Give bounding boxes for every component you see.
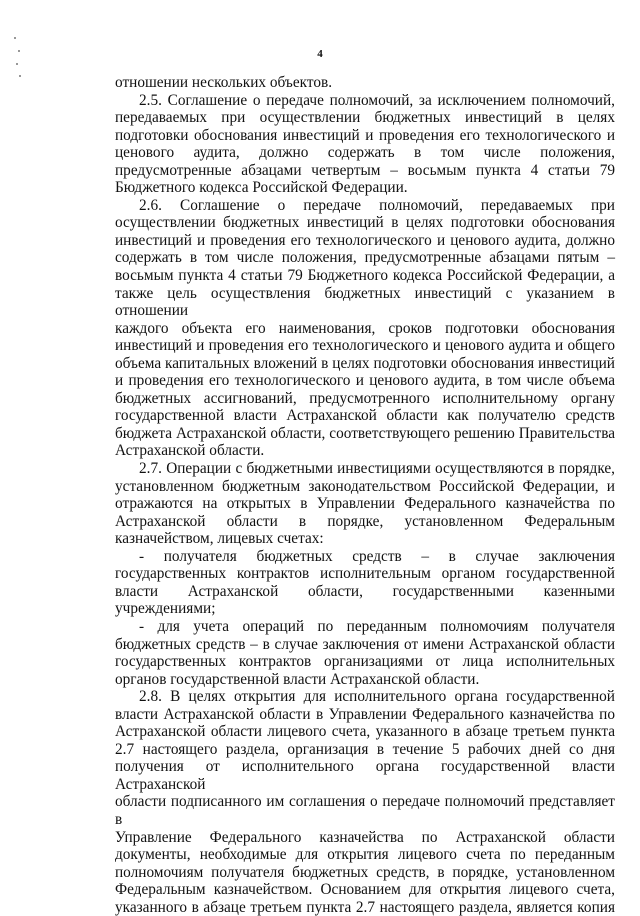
text-line: Федеральным казначейством. Основанием для открытия лицевого счета, [115, 881, 615, 899]
text-line: инвестиций и проведения его технологического и ценового аудита и общего [115, 337, 615, 355]
text-line: бюджета Астраханской области, соответствующего решению Правительства [115, 424, 615, 442]
text-line: Управление Федерального казначейства по Астраханской области [115, 828, 615, 846]
text-line: содержать в том числе положения, предусмотренные абзацами пятым – [115, 249, 615, 267]
text-line: 2.5. Соглашение о передаче полномочий, за исключением полномочий, [139, 91, 615, 109]
text-line: отражаются на открытых в Управлении Федерального казначейства по [115, 495, 615, 513]
text-line: инвестиций и проведения его технологического и ценового аудита, должно [115, 231, 615, 249]
text-line: власти Астраханской области, государственными казенными учреждениями; [115, 582, 615, 618]
text-line: передаваемых при осуществлении бюджетных инвестиций в целях [115, 109, 615, 127]
text-line: Астраханской области. [115, 442, 265, 460]
page-number: 4 [317, 48, 323, 60]
text-line: 2.8. В целях открытия для исполнительного органа государственной [139, 688, 615, 706]
text-line: 2.7 настоящего раздела, организация в течение 5 рабочих дней со дня [115, 740, 615, 758]
text-line: Бюджетного кодекса Российской Федерации. [115, 179, 408, 197]
text-line: - для учета операций по переданным полномочиям получателя [139, 617, 615, 635]
text-line: подготовки обоснования инвестиций и проведения его технологического и [115, 126, 615, 144]
document-body [115, 74, 615, 916]
text-line: ценового аудита, должно содержать в том числе положения, [115, 144, 615, 162]
text-line: объема капитальных вложений в целях подготовки обоснования инвестиций [115, 354, 615, 372]
text-line: Астраханской области в порядке, установленном Федеральным [115, 512, 615, 530]
text-line: осуществлении бюджетных инвестиций в целях подготовки обоснования [115, 214, 615, 232]
text-line: указанного в абзаце третьем пункта 2.7 настоящего раздела, является копия [115, 898, 615, 916]
text-line: государственной власти Астраханской области как получателю средств [115, 407, 615, 425]
text-line: установленном бюджетным законодательством Российской Федерации, и [115, 477, 615, 495]
text-line: предусмотренные абзацами четвертым – восьмым пункта 4 статьи 79 [115, 161, 615, 179]
text-line: казначейством, лицевых счетах: [115, 530, 324, 548]
text-line: государственных контрактов организациями от лица исполнительных [115, 653, 615, 671]
text-line: бюджетных средств – в случае заключения от имени Астраханской области [115, 635, 615, 653]
text-line: области подписанного им соглашения о передаче полномочий представляет в [115, 793, 615, 828]
text-line: каждого объекта его наименования, сроков подготовки обоснования [115, 319, 615, 337]
text-line: органов государственной власти Астраханской области. [115, 670, 480, 688]
text-line: документы, необходимые для открытия лицевого счета по переданным [115, 846, 615, 864]
text-line: власти Астраханской области в Управлении Федерального казначейства по [115, 705, 615, 723]
text-line: бюджетных ассигнований, предусмотренного исполнительному органу [115, 389, 615, 407]
text-line: - получателя бюджетных средств – в случае заключения [139, 547, 615, 565]
text-line: государственных контрактов исполнительным органом государственной [115, 565, 615, 583]
text-line: Астраханской области лицевого счета, указанного в абзаце третьем пункта [115, 723, 615, 741]
text-line: полномочиям получателя бюджетных средств, в порядке, установленном [115, 863, 615, 881]
text-line: 2.6. Соглашение о передаче полномочий, передаваемых при [139, 196, 615, 214]
text-line: также цель осуществления бюджетных инвестиций с указанием в отношении [115, 284, 615, 320]
text-line: получения от исполнительного органа государственной власти Астраханской [115, 758, 615, 793]
text-line: и проведения его технологического и ценового аудита, в том числе объема [115, 372, 615, 390]
text-line: отношении нескольких объектов. [115, 74, 333, 91]
text-line: 2.7. Операции с бюджетными инвестициями осуществляются в порядке, [139, 460, 615, 478]
text-line: восьмым пункта 4 статьи 79 Бюджетного кодекса Российской Федерации, а [115, 267, 615, 285]
